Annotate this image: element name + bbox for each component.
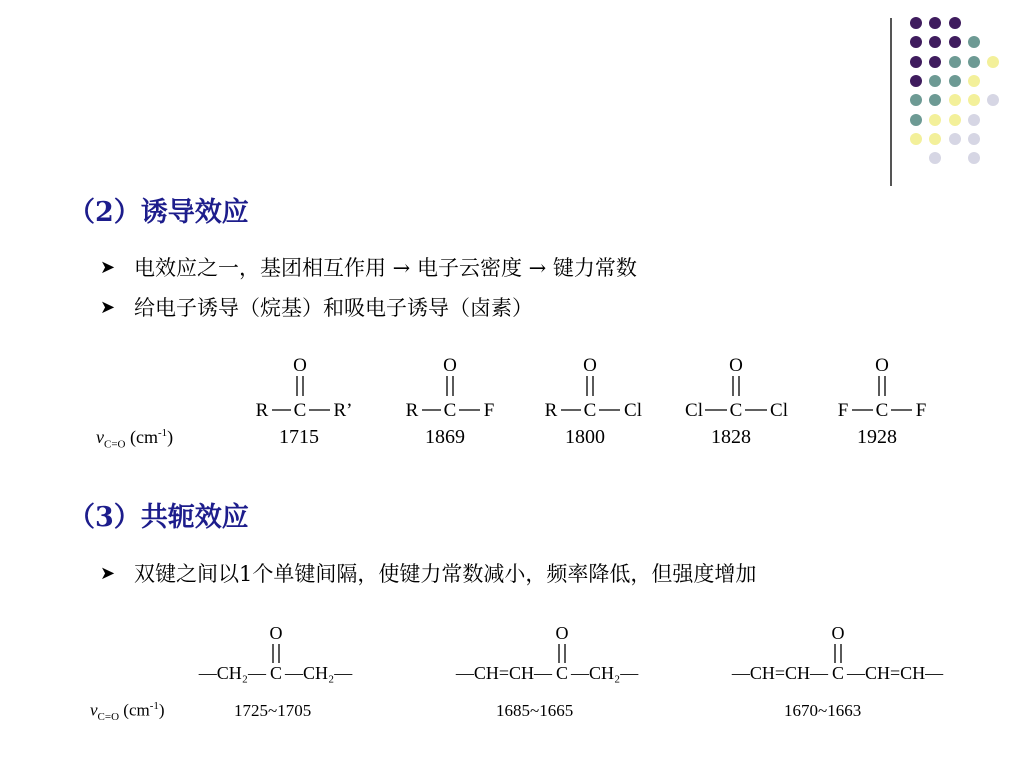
nu-subscript: C=O — [104, 438, 126, 451]
frequency-value: 1928 — [857, 426, 897, 448]
left-group: —CH=CH— — [731, 663, 828, 683]
section-2-title: （2）诱导效应 — [68, 197, 249, 228]
oxygen-atom: O — [583, 355, 597, 376]
left-group: R — [544, 400, 558, 421]
carbon-atom: C — [555, 663, 569, 683]
unit-exponent: -1 — [149, 700, 159, 712]
structure-a — [198, 623, 354, 683]
left-group: F — [837, 400, 849, 421]
frequency-range: 1685~1665 — [496, 701, 574, 720]
bullet-text: 电效应之一，基团相互作用 → 电子云密度 → 键力常数 — [134, 256, 637, 280]
left-group: —CH=CH— — [455, 663, 552, 683]
nu-symbol: ν — [90, 700, 98, 720]
right-group: Cl — [770, 400, 788, 421]
right-group: F — [483, 400, 495, 421]
carbon-atom: C — [831, 663, 845, 683]
left-group: —CH₂— — [198, 663, 266, 683]
carbon-atom: C — [443, 400, 457, 421]
nu-symbol: ν — [96, 427, 104, 447]
oxygen-atom: O — [729, 355, 743, 376]
frequency-value: 1715 — [279, 426, 319, 448]
left-group: Cl — [685, 400, 703, 421]
right-group: —CH₂— — [571, 663, 639, 683]
bullet-arrow-icon: ➤ — [100, 256, 116, 278]
unit-open: (cm — [125, 427, 158, 447]
carbon-atom: C — [293, 400, 307, 421]
bullet-text: 双键之间以1个单键间隔，使键力常数减小，频率降低，但强度增加 — [134, 562, 757, 586]
unit-close: ) — [158, 700, 165, 720]
carbon-atom: C — [875, 400, 889, 421]
carbon-atom: C — [269, 663, 283, 683]
structure-c — [731, 623, 944, 683]
carbon-atom: C — [583, 400, 597, 421]
frequency-value: 1828 — [711, 426, 751, 448]
right-group: R’ — [333, 400, 353, 421]
nu-subscript: C=O — [97, 711, 120, 724]
left-group: R — [255, 400, 269, 421]
left-group: R — [405, 400, 419, 421]
structure-b — [455, 623, 639, 683]
unit-open: (cm — [119, 700, 150, 720]
right-group: —CH₂— — [285, 663, 353, 683]
frequency-value: 1869 — [425, 426, 465, 448]
right-group: F — [915, 400, 927, 421]
oxygen-atom: O — [831, 623, 845, 643]
frequency-value: 1800 — [565, 426, 605, 448]
right-group: Cl — [624, 400, 642, 421]
oxygen-atom: O — [269, 623, 283, 643]
oxygen-atom: O — [555, 623, 569, 643]
nu-co-label — [90, 700, 165, 723]
carbon-atom: C — [729, 400, 743, 421]
oxygen-atom: O — [293, 355, 307, 376]
bullet-arrow-icon: ➤ — [100, 562, 116, 584]
bullet-arrow-icon: ➤ — [100, 296, 116, 318]
frequency-range: 1670~1663 — [784, 701, 862, 720]
bullet-text: 给电子诱导（烷基）和吸电子诱导（卤素） — [134, 296, 533, 320]
frequency-range: 1725~1705 — [234, 701, 312, 720]
oxygen-atom: O — [875, 355, 889, 376]
unit-close: ) — [167, 427, 174, 447]
unit-exponent: -1 — [157, 427, 168, 439]
oxygen-atom: O — [443, 355, 457, 376]
section-3-title: （3）共轭效应 — [68, 502, 249, 533]
right-group: —CH=CH— — [847, 663, 944, 683]
